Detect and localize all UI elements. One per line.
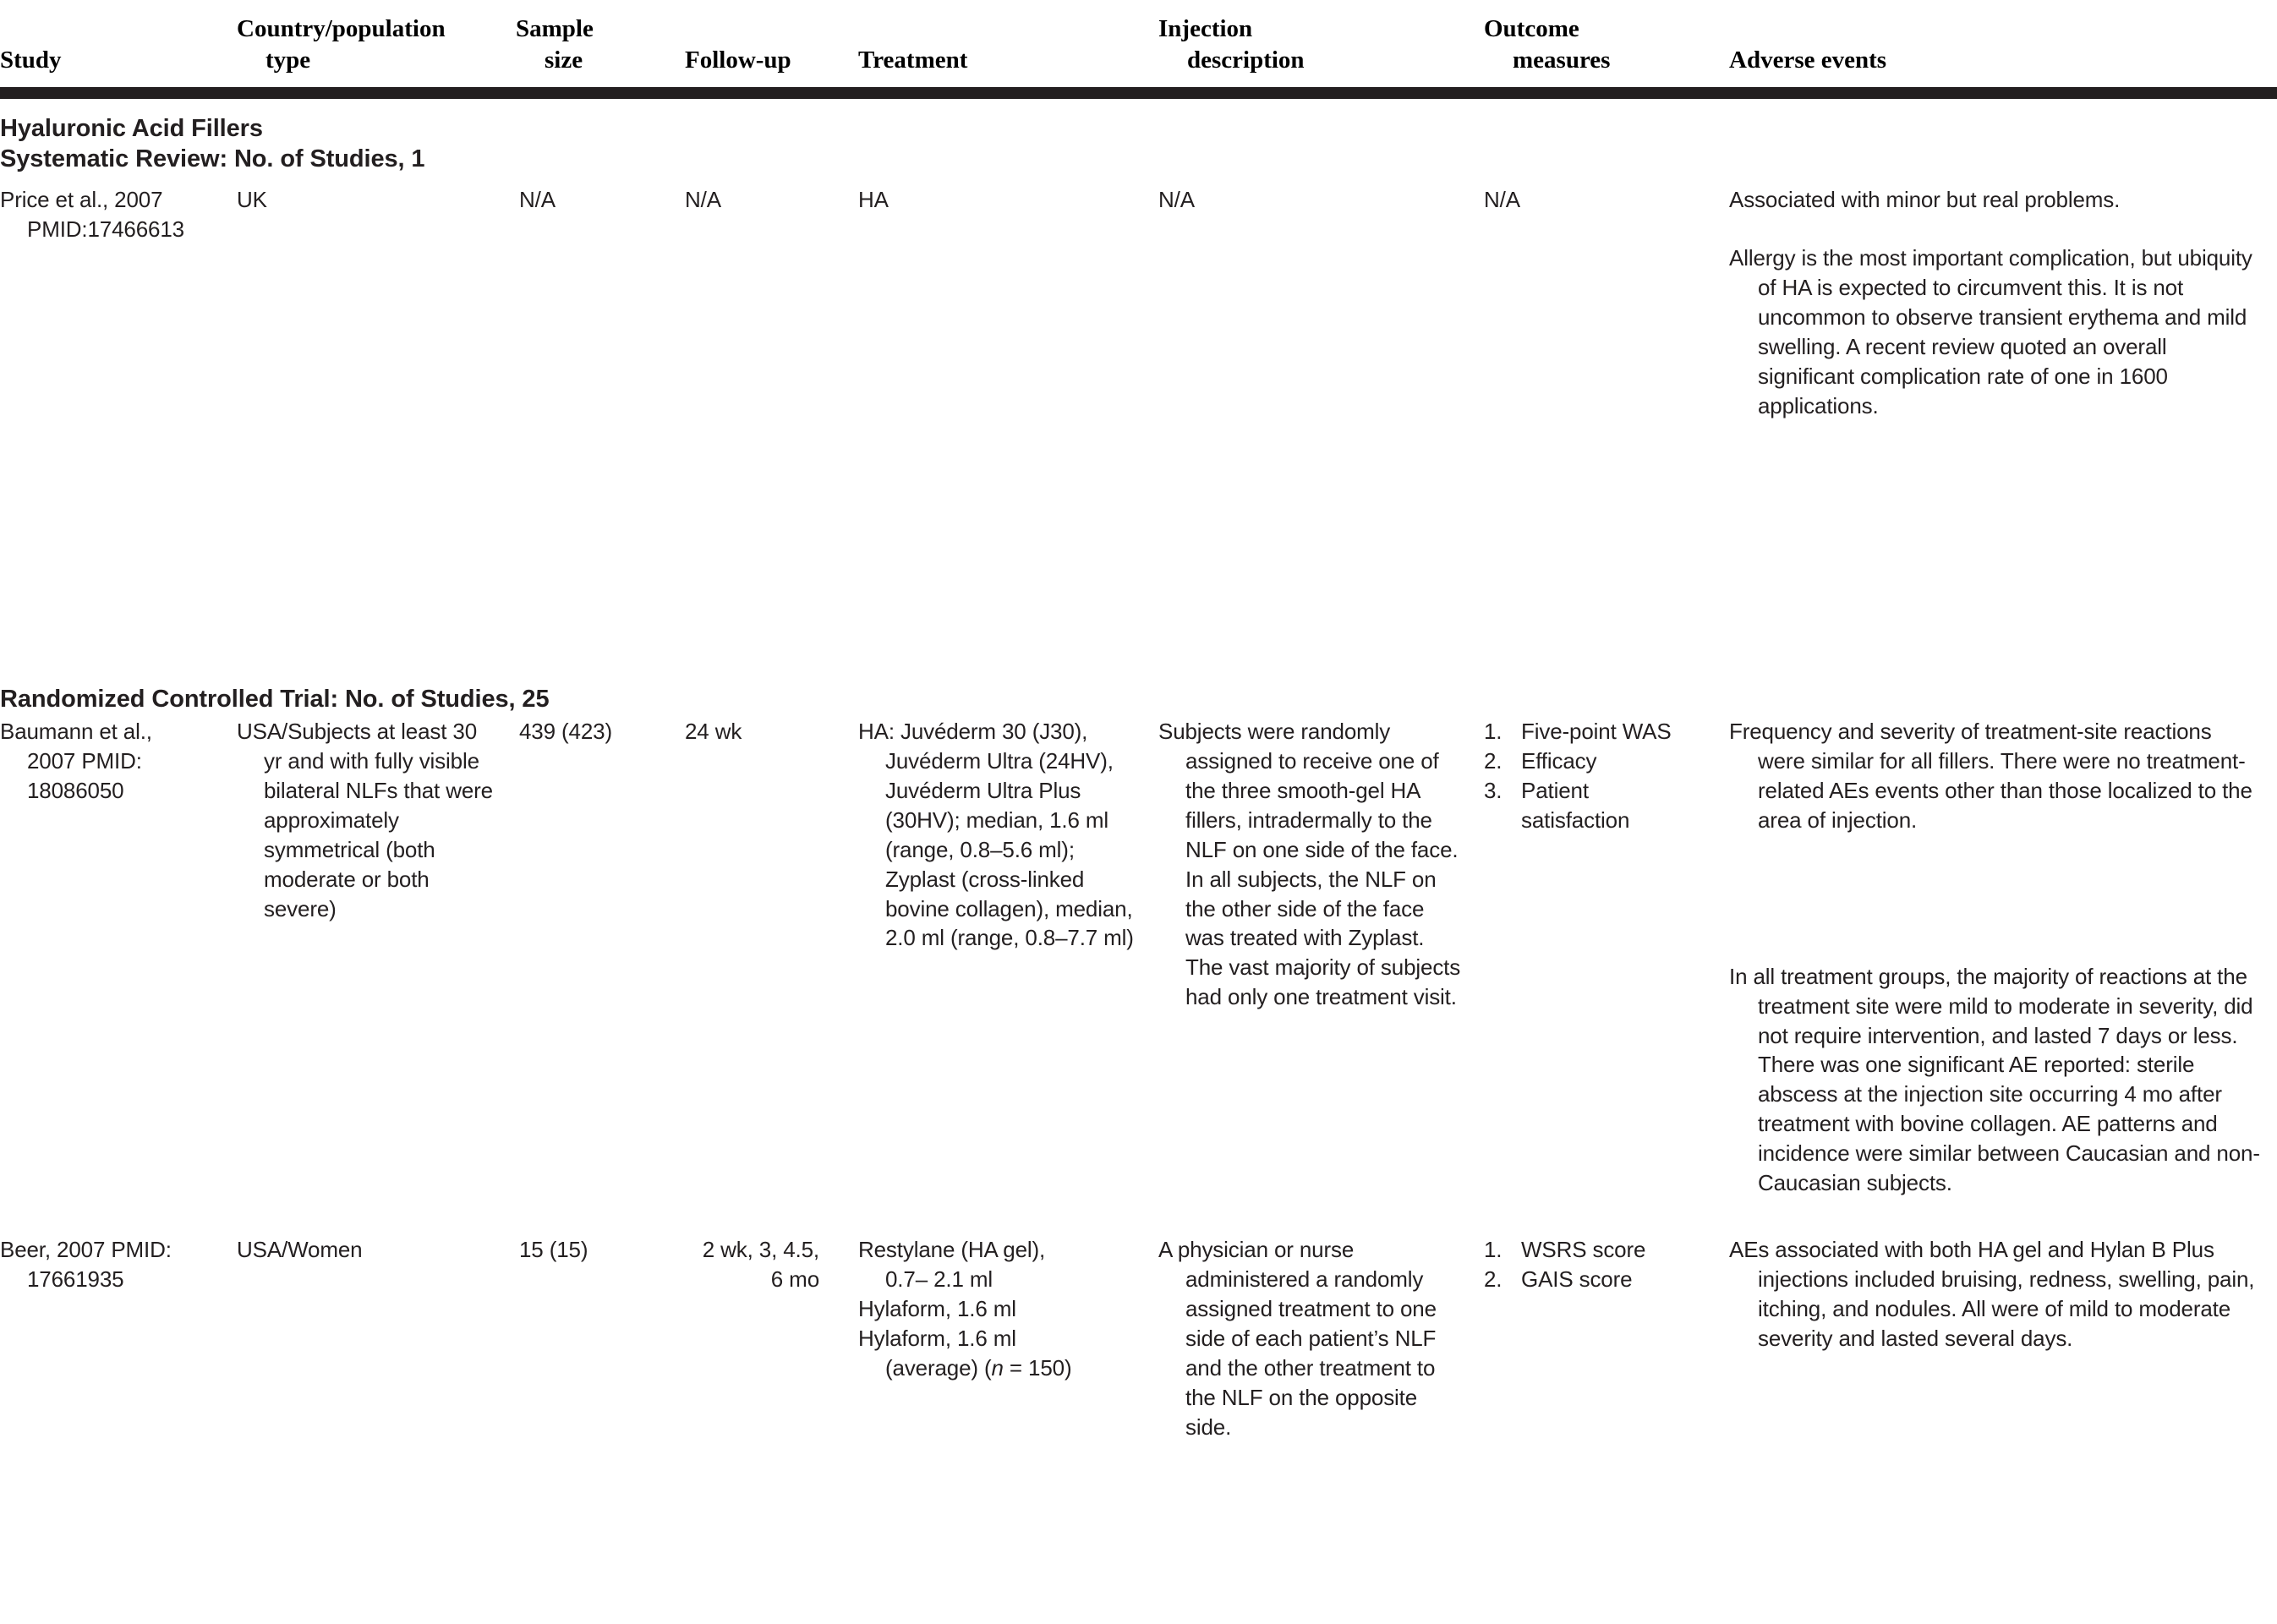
column-header-follow-up — [685, 0, 858, 90]
table-row — [0, 1228, 2277, 1442]
adverse-events-paragraph: Allergy is the most important complication, but ubiquity of HA is expected to circumvent this. It is not uncommon to observe transient erythema and mild swelling. A recent review quoted an overall significant complication rate of one in 1600 applications. — [1729, 244, 2252, 418]
column-header-sample-line2: size — [545, 46, 583, 74]
column-header-injection-line1: Injection — [1158, 15, 1253, 42]
adverse-events-paragraph: Frequency and severity of treatment-site reactions were similar for all fillers. There were no treatment-related AEs events other than those localized to the area of injection. — [1729, 718, 2252, 833]
cell-outcome-measures — [1484, 178, 1729, 421]
treatment-line-4 — [858, 1324, 1141, 1383]
column-header-treatment-line1: Treatment — [858, 46, 968, 74]
outcome-item-label: Patient — [1521, 777, 1589, 803]
column-header-followup-line1: Follow-up — [685, 46, 791, 74]
outcome-item-label: Five-point WAS — [1521, 718, 1672, 744]
cell-injection-description — [1158, 1228, 1484, 1442]
outcome-item-label: Efficacy — [1521, 747, 1597, 774]
treatment-line-1 — [858, 1235, 1141, 1294]
section-heading-line1: Randomized Controlled Trial: No. of Studies, 25 — [0, 685, 550, 713]
column-header-injection-line2: description — [1187, 46, 1305, 74]
column-header-sample-line1: Sample — [516, 15, 594, 42]
treatment-line-4-text: Hylaform, 1.6 ml — [858, 1326, 1016, 1352]
study-name-line1: Baumann et al., — [0, 718, 152, 744]
cell-sample-size — [516, 715, 685, 1199]
treatment-text: HA: Juvéderm 30 (J30), Juvéderm Ultra (24HV), Juvéderm Ultra Plus (30HV); median, 1.6 ml (range, 0.8–5.6 ml); Zyplast (cross-linked bovine collagen), median, 2.0 ml (range, 0.8–7.7 ml) — [858, 718, 1134, 951]
outcome-item-number: 3. — [1484, 777, 1502, 803]
table-body — [0, 96, 2277, 1443]
cell-treatment — [858, 1228, 1158, 1442]
list-item — [1484, 717, 1712, 746]
cell-study — [0, 1228, 237, 1442]
cell-country — [237, 715, 516, 1199]
cell-outcome-measures — [1484, 1228, 1729, 1442]
outcome-item-number: 1. — [1484, 718, 1502, 744]
outcome-measures-text: N/A — [1484, 186, 1520, 212]
list-item — [1484, 746, 1712, 776]
section-heading-hyaluronic-acid-fillers — [0, 99, 2277, 178]
study-pmid-line2: PMID:17466613 — [27, 216, 184, 242]
column-header-adverse-line1: Adverse events — [1729, 46, 1887, 74]
injection-description-text: Subjects were randomly assigned to receive one of the three smooth-gel HA fillers, intradermally to the NLF on one side of the face. In all subjects, the NLF on the other side of the face was treated with Zyplast. The vast majority of subjects had only one treatment visit. — [1158, 718, 1461, 1010]
cell-adverse-events — [1729, 178, 2277, 421]
country-text: USA/Subjects at least 30 yr and with fully visible bilateral NLFs that were approximately symmetrical (both moderate or both severe) — [237, 718, 493, 921]
outcome-measures-list — [1484, 1235, 1712, 1294]
header-row — [0, 0, 2277, 90]
treatment-text: HA — [858, 186, 889, 212]
section-heading-line1: Hyaluronic Acid Fillers — [0, 115, 263, 143]
column-header-country — [237, 0, 516, 90]
row-spacer — [0, 1198, 2277, 1228]
cell-sample-size — [516, 1228, 685, 1442]
section-heading-line2: Systematic Review: No. of Studies, 1 — [0, 145, 425, 173]
column-header-outcome-line2: measures — [1513, 46, 1611, 74]
list-item — [1484, 776, 1712, 835]
table-row — [0, 178, 2277, 421]
cell-sample-size — [516, 178, 685, 421]
column-header-country-line1: Country/population — [237, 15, 446, 42]
sample-size-text: 15 (15) — [519, 1237, 588, 1263]
injection-description-text: A physician or nurse administered a randomly assigned treatment to one side of each patient’s NLF and the other treatment to the NLF on the opposite side. — [1158, 1237, 1437, 1441]
treatment-line-2-text: 0.7– 2.1 ml — [885, 1266, 993, 1293]
outcome-item-number: 1. — [1484, 1237, 1502, 1263]
outcome-item-number: 2. — [1484, 1266, 1502, 1293]
column-header-outcome-line1: Outcome — [1484, 15, 1579, 42]
column-header-sample-size — [516, 0, 685, 90]
country-text: UK — [237, 186, 267, 212]
outcome-item-label: GAIS score — [1521, 1266, 1633, 1293]
sample-size-text: 439 (423) — [519, 718, 612, 744]
cell-country — [237, 178, 516, 421]
cell-country — [237, 1228, 516, 1442]
column-header-study-line1: Study — [0, 46, 62, 74]
cell-outcome-measures — [1484, 715, 1729, 1199]
sample-size-text: N/A — [519, 186, 556, 212]
adverse-events-paragraph: In all treatment groups, the majority of reactions at the treatment site were mild to moderate in severity, did not require intervention, and lasted 7 days or less. There was one significant AE reported: sterile abscess at the injection site occurring 4 mo after treatment with bovine collagen. AE patterns and incidence were similar between Caucasian and non-Caucasian subjects. — [1729, 963, 2260, 1196]
table-header — [0, 0, 2277, 90]
row-spacer — [0, 421, 2277, 675]
list-item — [1484, 1265, 1712, 1294]
injection-description-text: N/A — [1158, 186, 1195, 212]
list-item — [1484, 1235, 1712, 1265]
outcome-measures-list — [1484, 717, 1712, 835]
study-pmid-line2: 2007 PMID: — [27, 747, 142, 774]
study-name-line1: Beer, 2007 PMID: — [0, 1237, 172, 1263]
treatment-line-5-suffix: = 150) — [1003, 1355, 1072, 1381]
cell-study — [0, 178, 237, 421]
cell-follow-up — [685, 1228, 858, 1442]
column-header-injection-description — [1158, 0, 1484, 90]
follow-up-text: N/A — [685, 186, 721, 212]
column-header-treatment — [858, 0, 1158, 90]
outcome-item-label: WSRS score — [1521, 1237, 1646, 1263]
cell-treatment — [858, 715, 1158, 1199]
column-header-outcome-measures — [1484, 0, 1729, 90]
cell-injection-description — [1158, 178, 1484, 421]
cell-study — [0, 715, 237, 1199]
follow-up-line1: 2 wk, 3, 4.5, — [702, 1237, 819, 1263]
follow-up-text: 24 wk — [685, 718, 742, 744]
adverse-events-paragraph: Associated with minor but real problems. — [1729, 186, 2121, 212]
table-top-rule — [0, 90, 2277, 96]
study-name-line1: Price et al., 2007 — [0, 186, 163, 212]
cell-adverse-events — [1729, 715, 2277, 1199]
cell-follow-up — [685, 178, 858, 421]
cell-adverse-events — [1729, 1228, 2277, 1442]
cell-treatment — [858, 178, 1158, 421]
country-text: USA/Women — [237, 1237, 363, 1263]
adverse-events-paragraph: AEs associated with both HA gel and Hylan B Plus injections included bruising, redness, swelling, pain, itching, and nodules. All were of mild to moderate severity and lasted several days. — [1729, 1237, 2255, 1352]
section-heading-randomized-controlled-trial — [0, 675, 2277, 715]
column-header-study — [0, 0, 237, 90]
column-header-country-line2: type — [265, 46, 311, 74]
treatment-line-1-text: Restylane (HA gel), — [858, 1237, 1046, 1263]
treatment-line-5-prefix: (average) ( — [885, 1355, 992, 1381]
treatment-sample-symbol: n — [991, 1355, 1004, 1381]
column-header-adverse-events — [1729, 0, 2277, 90]
cell-injection-description — [1158, 715, 1484, 1199]
study-pmid-line3: 18086050 — [27, 777, 124, 803]
study-pmid-line2: 17661935 — [27, 1266, 124, 1293]
table-row — [0, 715, 2277, 1199]
outcome-item-label-continued: satisfaction — [1521, 807, 1630, 833]
cell-follow-up — [685, 715, 858, 1199]
follow-up-line2: 6 mo — [770, 1266, 819, 1293]
outcome-item-number: 2. — [1484, 747, 1502, 774]
treatment-line-3: Hylaform, 1.6 ml — [858, 1296, 1016, 1322]
